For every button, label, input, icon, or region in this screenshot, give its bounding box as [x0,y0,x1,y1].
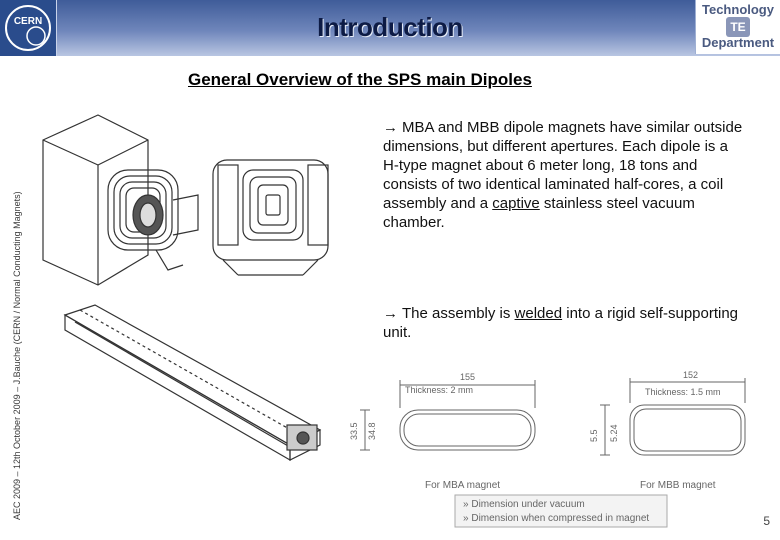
slide-header [0,0,780,56]
paragraph-1-underlined: captive [492,195,540,212]
magnet-side-view-illustration [55,300,330,470]
left-height-label-1: 33.5 [349,422,359,440]
vacuum-chamber-diagrams [345,370,770,530]
paragraph-assembly-description [383,304,743,342]
arrow-icon: → [383,119,398,136]
page-title: Introduction [317,12,463,42]
legend-item-1: » Dimension under vacuum [463,499,585,510]
left-height-label-2: 34.8 [367,422,377,440]
left-thickness-label: Thickness: 2 mm [405,385,474,395]
te-logo-top: Technology [702,2,774,17]
paragraph-1-end: stainless steel vacuum chamber. [383,195,695,231]
magnet-end-view-illustration [38,100,378,295]
right-height-label-1: 5.5 [589,429,599,442]
right-width-label: 152 [683,370,699,380]
arrow-icon: → [383,305,398,322]
legend-item-2: » Dimension when compressed in magnet [463,513,650,524]
right-magnet-label: For MBB magnet [640,480,716,491]
right-height-label-2: 5.24 [609,424,619,442]
paragraph-2-text: The assembly is [402,305,515,322]
paragraph-2-underlined: welded [514,305,563,322]
te-logo-badge: TE [726,17,750,37]
legend-item-1-text: Dimension under vacuum [471,499,585,510]
paragraph-dipole-description [383,118,743,232]
page-number: 5 [763,514,770,528]
right-thickness-label: Thickness: 1.5 mm [645,387,721,397]
cern-logo [0,0,57,56]
left-width-label: 155 [460,372,476,382]
cern-logo-text: CERN [13,16,43,27]
slide-subtitle: General Overview of the SPS main Dipoles [188,70,532,89]
left-magnet-label: For MBA magnet [425,480,501,491]
legend-item-2-text: Dimension when compressed in magnet [471,513,650,524]
footer-vertical-text: AEC 2009 – 12th October 2009 – J.Bauche (CERN / Normal Conducting Magnets) [12,191,22,520]
te-logo-bottom: Department [701,35,775,50]
paragraph-1-text: MBA and MBB dipole magnets have similar outside dimensions, but different apertures. Each dipole is a H-type magnet about 6 meter long, 18 tons and consists of two identical laminated half-cores, a coil assembly and a [383,119,743,212]
paragraph-2-end: into a rigid self-supporting unit. [383,305,739,341]
cern-logo-graphic [0,0,56,56]
te-department-logo [695,0,780,54]
